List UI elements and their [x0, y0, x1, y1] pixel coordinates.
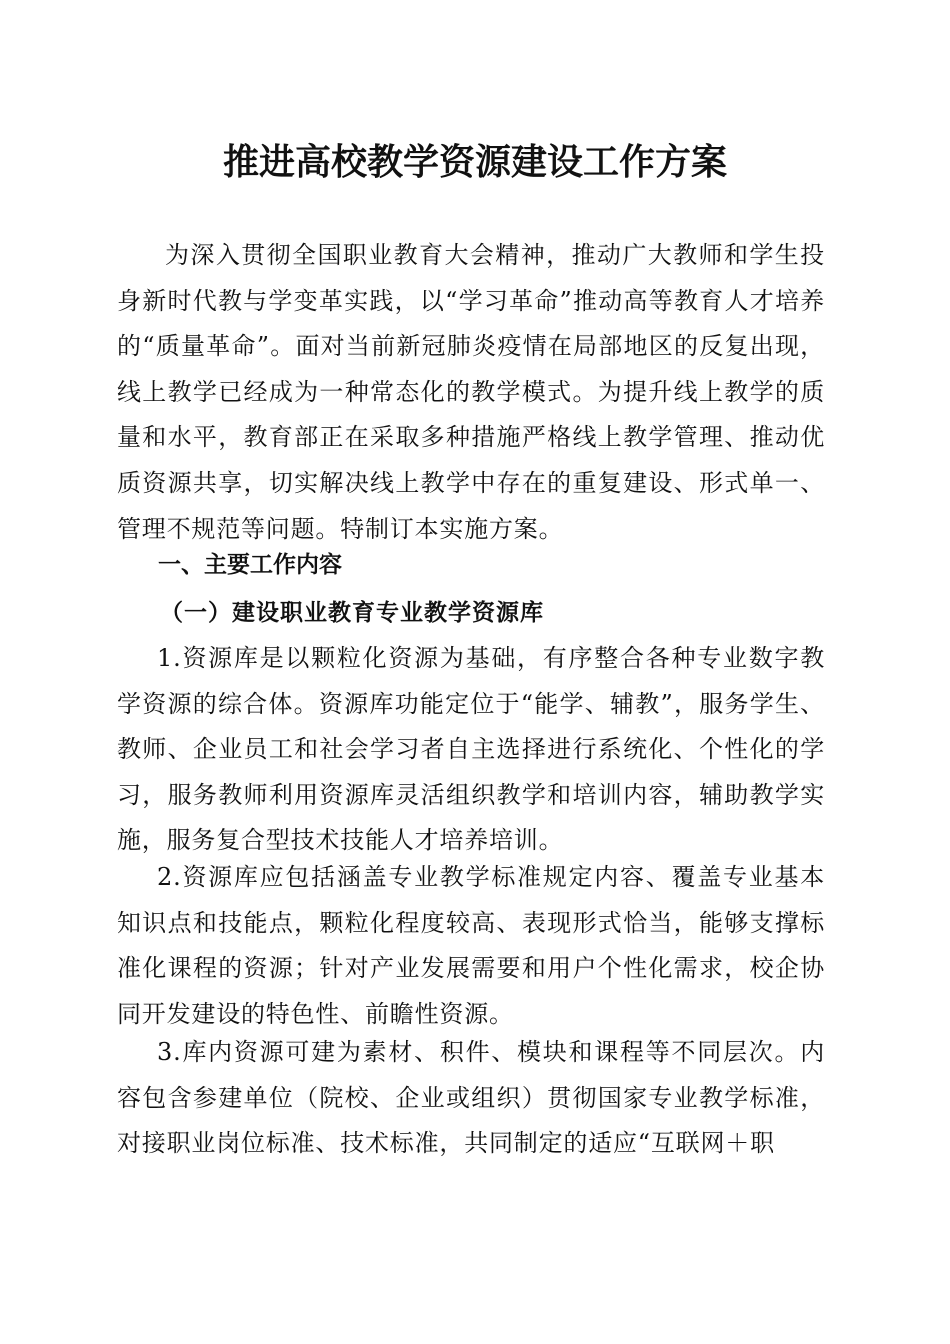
section-heading-main-work: 一、主要工作内容	[158, 552, 342, 578]
document-title: 推进高校教学资源建设工作方案	[222, 141, 727, 183]
item-paragraph-3: 3.库内资源可建为素材、积件、模块和课程等不同层次。内容包含参建单位（院校、企业或组织）贯彻国家专业教学标准，对接职业岗位标准、技术标准，共同制定的适应“互联网＋职	[117, 1038, 825, 1158]
subsection-heading-resource-library: （一）建设职业教育专业教学资源库	[160, 599, 544, 626]
item-paragraph-2: 2.资源库应包括涵盖专业教学标准规定内容、覆盖专业基本知识点和技能点，颗粒化程度较高、表现形式恰当，能够支撑标准化课程的资源；针对产业发展需要和用户个性化需求，校企协同开发建设的特色性、前瞻性资源。	[117, 863, 825, 1028]
item-paragraph-1: 1.资源库是以颗粒化资源为基础，有序整合各种专业数字教学资源的综合体。资源库功能定位于“能学、辅教”，服务学生、教师、企业员工和社会学习者自主选择进行系统化、个性化的学习，服务教师利用资源库灵活组织教学和培训内容，辅助教学实施，服务复合型技术技能人才培养培训。	[117, 644, 825, 855]
intro-paragraph: 为深入贯彻全国职业教育大会精神，推动广大教师和学生投身新时代教与学变革实践，以“学习革命”推动高等教育人才培养的“质量革命”。面对当前新冠肺炎疫情在局部地区的反复出现，线上教学已经成为一种常态化的教学模式。为提升线上教学的质量和水平，教育部正在采取多种措施严格线上教学管理、推动优质资源共享，切实解决线上教学中存在的重复建设、形式单一、管理不规范等问题。特制订本实施方案。	[117, 241, 825, 543]
